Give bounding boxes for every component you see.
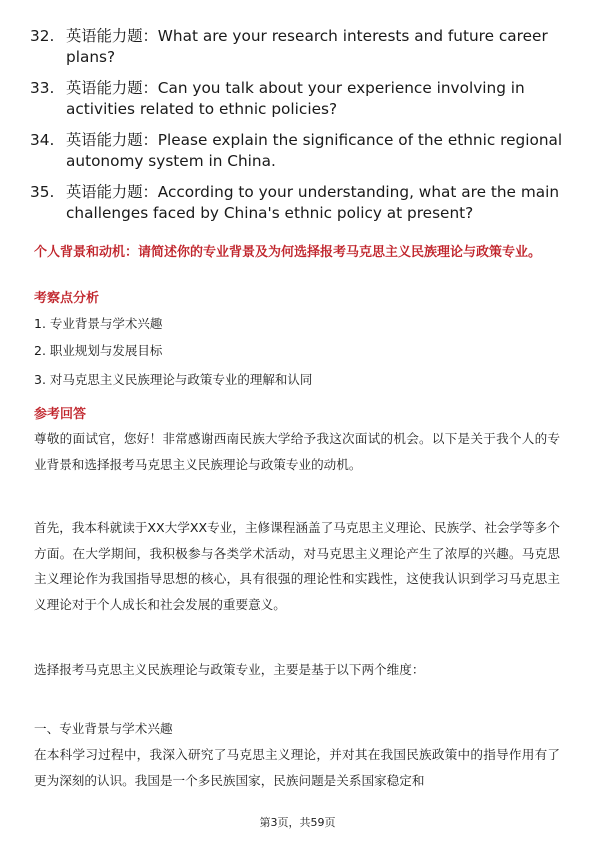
question-text: 英语能力题：What are your research interests and future career plans? xyxy=(66,27,548,66)
question-text: 英语能力题：Can you talk about your experience involving in activities related to ethnic policies? xyxy=(66,79,525,118)
question-text: 英语能力题：According to your understanding, what are the main challenges faced by China's ethnic policy at present? xyxy=(66,183,560,222)
question-list xyxy=(30,26,570,234)
page-footer: 第3页，共59页 xyxy=(259,816,336,829)
question-item xyxy=(30,78,570,120)
question-item xyxy=(30,130,570,172)
answer-paragraph: 在本科学习过程中，我深入研究了马克思主义理论，并对其在我国民族政策中的指导作用有了更为深刻的认识。我国是一个多民族国家，民族问题是关系国家稳定和 xyxy=(34,747,560,788)
question-text: 英语能力题：Please explain the significance of the ethnic regional autonomy system in China. xyxy=(66,131,563,170)
question-item xyxy=(30,26,570,68)
question-number: 33. xyxy=(30,79,55,97)
question-number: 34. xyxy=(30,131,55,149)
section-heading: 个人背景和动机：请简述你的专业背景及为何选择报考马克思主义民族理论与政策专业。 xyxy=(34,245,542,260)
subsection-heading: 一、专业背景与学术兴趣 xyxy=(34,721,173,736)
question-number: 35. xyxy=(30,183,55,201)
analysis-point: 2. 职业规划与发展目标 xyxy=(34,343,163,358)
answer-paragraph: 首先，我本科就读于XX大学XX专业，主修课程涵盖了马克思主义理论、民族学、社会学等多个方面。在大学期间，我积极参与各类学术活动，对马克思主义理论产生了浓厚的兴趣。马克思主义理论作为我国指导思想的核心，具有很强的理论性和实践性，这使我认识到学习马克思主义理论对于个人成长和社会发展的重要意义。 xyxy=(34,520,560,612)
question-item xyxy=(30,182,570,224)
answer-paragraph: 尊敬的面试官，您好！非常感谢西南民族大学给予我这次面试的机会。以下是关于我个人的专业背景和选择报考马克思主义民族理论与政策专业的动机。 xyxy=(34,431,560,472)
analysis-point: 3. 对马克思主义民族理论与政策专业的理解和认同 xyxy=(34,372,313,387)
analysis-point: 1. 专业背景与学术兴趣 xyxy=(34,316,163,331)
analysis-label: 考察点分析 xyxy=(34,291,100,306)
answer-paragraph: 选择报考马克思主义民族理论与政策专业，主要是基于以下两个维度： xyxy=(34,662,425,677)
question-number: 32. xyxy=(30,27,55,45)
answer-label: 参考回答 xyxy=(34,407,87,422)
